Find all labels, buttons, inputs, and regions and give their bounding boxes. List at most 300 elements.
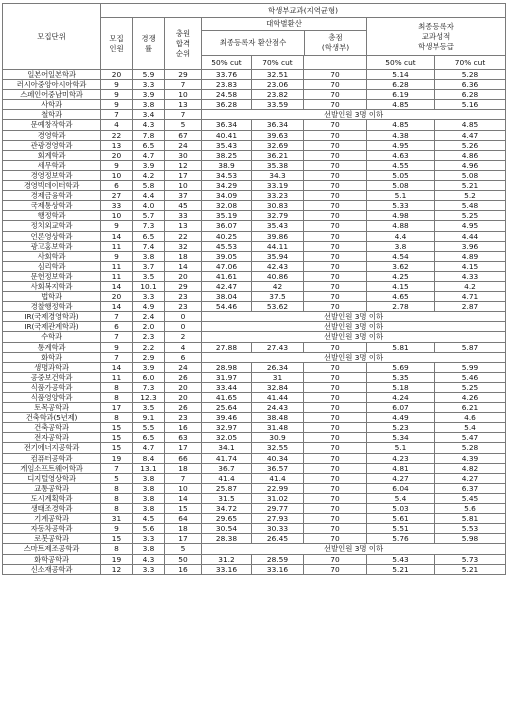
grade-cut70-cell: 5.98 xyxy=(435,534,506,544)
total-cell: 70 xyxy=(304,80,367,90)
quota-cell: 14 xyxy=(101,362,133,372)
converted-cut70-cell: 40.34 xyxy=(252,453,304,463)
grade-cut50-cell: 4.85 xyxy=(367,120,435,130)
supplementary-cell: 4 xyxy=(165,342,202,352)
converted-cut50-cell: 34.09 xyxy=(202,191,252,201)
grade-cut50-cell: 2.78 xyxy=(367,302,435,312)
competition-cell: 3.8 xyxy=(133,483,165,493)
table-row xyxy=(3,413,506,423)
converted-cut70-cell: 42 xyxy=(252,281,304,291)
competition-cell: 3.3 xyxy=(133,534,165,544)
header-group-title: 학생부교과(지역균형) xyxy=(101,4,506,18)
unit-name-cell: 경영학과 xyxy=(3,130,101,140)
quota-cell: 20 xyxy=(101,150,133,160)
converted-cut50-cell: 24.58 xyxy=(202,90,252,100)
table-row xyxy=(3,160,506,170)
header-total: 총점 (학생부) xyxy=(321,33,350,52)
unit-name-cell: 국제통상학과 xyxy=(3,201,101,211)
competition-cell: 4.7 xyxy=(133,443,165,453)
unit-name-cell: 관광경영학과 xyxy=(3,140,101,150)
unit-name-cell: 러시아중앙아시아학과 xyxy=(3,80,101,90)
converted-cut50-cell: 39.05 xyxy=(202,251,252,261)
table-header xyxy=(3,4,506,70)
supplementary-cell: 32 xyxy=(165,241,202,251)
total-cell: 70 xyxy=(304,241,367,251)
converted-cut50-cell: 33.76 xyxy=(202,70,252,80)
converted-cut50-cell: 38.04 xyxy=(202,292,252,302)
quota-cell: 9 xyxy=(101,90,133,100)
converted-cut50-cell: 38.9 xyxy=(202,160,252,170)
table-row xyxy=(3,433,506,443)
grade-cut70-cell: 5.87 xyxy=(435,342,506,352)
table-row xyxy=(3,514,506,524)
converted-cut50-cell: 36.7 xyxy=(202,463,252,473)
supplementary-cell: 10 xyxy=(165,181,202,191)
competition-cell: 3.8 xyxy=(133,251,165,261)
converted-cut70-cell: 41.44 xyxy=(252,393,304,403)
grade-cut50-cell: 4.54 xyxy=(367,251,435,261)
grade-cut50-cell: 5.08 xyxy=(367,181,435,191)
grade-cut50-cell: 5.18 xyxy=(367,382,435,392)
supplementary-cell: 66 xyxy=(165,453,202,463)
converted-cut50-cell: 28.38 xyxy=(202,534,252,544)
unit-name-cell: 세무학과 xyxy=(3,160,101,170)
quota-cell: 20 xyxy=(101,292,133,302)
total-cell: 70 xyxy=(304,524,367,534)
converted-cut70-cell: 31 xyxy=(252,372,304,382)
supplementary-cell: 22 xyxy=(165,231,202,241)
converted-cut50-cell: 31.2 xyxy=(202,554,252,564)
total-cell: 70 xyxy=(304,423,367,433)
grade-cut70-cell: 5.99 xyxy=(435,362,506,372)
unit-name-cell: 전자공학과 xyxy=(3,433,101,443)
unit-name-cell: 기계공학과 xyxy=(3,514,101,524)
converted-cut50-cell: 40.25 xyxy=(202,231,252,241)
unit-name-cell: 심리학과 xyxy=(3,261,101,271)
competition-cell: 5.8 xyxy=(133,181,165,191)
table-row xyxy=(3,393,506,403)
quota-cell: 7 xyxy=(101,312,133,322)
quota-cell: 17 xyxy=(101,403,133,413)
total-cell: 70 xyxy=(304,342,367,352)
unit-name-cell: 경영빅데이터학과 xyxy=(3,181,101,191)
converted-cut70-cell: 36.57 xyxy=(252,463,304,473)
table-row xyxy=(3,201,506,211)
header-conv-cut50: 50% cut xyxy=(202,56,252,70)
table-row xyxy=(3,241,506,251)
competition-cell: 4.5 xyxy=(133,514,165,524)
converted-cut70-cell: 33.59 xyxy=(252,100,304,110)
grade-cut70-cell: 4.71 xyxy=(435,292,506,302)
total-cell: 70 xyxy=(304,130,367,140)
supplementary-cell: 20 xyxy=(165,393,202,403)
competition-cell: 2.2 xyxy=(133,342,165,352)
table-body xyxy=(3,70,506,575)
converted-cut70-cell: 40.86 xyxy=(252,271,304,281)
grade-cut50-cell: 3.62 xyxy=(367,261,435,271)
unit-name-cell: 문헌정보학과 xyxy=(3,271,101,281)
total-cell: 70 xyxy=(304,463,367,473)
quota-cell: 11 xyxy=(101,271,133,281)
grade-cut50-cell: 6.04 xyxy=(367,483,435,493)
total-cell: 70 xyxy=(304,221,367,231)
converted-cut70-cell: 35.43 xyxy=(252,221,304,231)
table-row xyxy=(3,181,506,191)
converted-cut50-cell: 28.98 xyxy=(202,362,252,372)
note-cell: 선발인원 3명 이하 xyxy=(202,322,506,332)
supplementary-cell: 10 xyxy=(165,90,202,100)
grade-cut50-cell: 4.81 xyxy=(367,463,435,473)
total-cell: 70 xyxy=(304,90,367,100)
converted-cut50-cell: 41.65 xyxy=(202,393,252,403)
table-row xyxy=(3,211,506,221)
unit-name-cell: 화학과 xyxy=(3,352,101,362)
total-cell: 70 xyxy=(304,393,367,403)
total-cell: 70 xyxy=(304,150,367,160)
table-row xyxy=(3,231,506,241)
grade-cut50-cell: 4.25 xyxy=(367,271,435,281)
supplementary-cell: 67 xyxy=(165,130,202,140)
grade-cut70-cell: 5.26 xyxy=(435,140,506,150)
converted-cut70-cell: 44.11 xyxy=(252,241,304,251)
converted-cut70-cell: 41.4 xyxy=(252,473,304,483)
grade-cut70-cell: 2.87 xyxy=(435,302,506,312)
unit-name-cell: 사회복지학과 xyxy=(3,281,101,291)
table-row xyxy=(3,302,506,312)
total-cell: 70 xyxy=(304,70,367,80)
converted-cut70-cell: 53.62 xyxy=(252,302,304,312)
converted-cut50-cell: 47.06 xyxy=(202,261,252,271)
competition-cell: 6.0 xyxy=(133,372,165,382)
competition-cell: 4.7 xyxy=(133,150,165,160)
unit-name-cell: 게임소프트웨어학과 xyxy=(3,463,101,473)
competition-cell: 3.4 xyxy=(133,110,165,120)
unit-name-cell: 통계학과 xyxy=(3,342,101,352)
supplementary-cell: 2 xyxy=(165,332,202,342)
competition-cell: 7.3 xyxy=(133,221,165,231)
converted-cut50-cell: 36.28 xyxy=(202,100,252,110)
competition-cell: 4.2 xyxy=(133,170,165,180)
grade-cut70-cell: 5.28 xyxy=(435,70,506,80)
converted-cut50-cell: 31.5 xyxy=(202,493,252,503)
unit-name-cell: 문예창작학과 xyxy=(3,120,101,130)
converted-cut50-cell: 32.97 xyxy=(202,423,252,433)
competition-cell: 9.1 xyxy=(133,413,165,423)
grade-cut70-cell: 5.08 xyxy=(435,170,506,180)
unit-name-cell: 언론영상학과 xyxy=(3,231,101,241)
converted-cut50-cell: 34.53 xyxy=(202,170,252,180)
quota-cell: 27 xyxy=(101,191,133,201)
header-quota xyxy=(101,18,133,70)
total-cell: 70 xyxy=(304,473,367,483)
grade-cut50-cell: 6.28 xyxy=(367,80,435,90)
quota-cell: 9 xyxy=(101,80,133,90)
converted-cut70-cell: 24.43 xyxy=(252,403,304,413)
competition-cell: 2.0 xyxy=(133,322,165,332)
grade-cut70-cell: 4.89 xyxy=(435,251,506,261)
unit-name-cell: 사학과 xyxy=(3,100,101,110)
unit-name-cell: 경찰행정학과 xyxy=(3,302,101,312)
quota-cell: 6 xyxy=(101,181,133,191)
converted-cut70-cell: 38.48 xyxy=(252,413,304,423)
total-cell: 70 xyxy=(304,201,367,211)
converted-cut50-cell: 38.25 xyxy=(202,150,252,160)
grade-cut70-cell: 4.39 xyxy=(435,453,506,463)
grade-cut50-cell: 4.65 xyxy=(367,292,435,302)
total-cell: 70 xyxy=(304,504,367,514)
converted-cut50-cell: 42.47 xyxy=(202,281,252,291)
supplementary-cell: 33 xyxy=(165,211,202,221)
converted-cut50-cell: 36.07 xyxy=(202,221,252,231)
table-row xyxy=(3,312,506,322)
header-supplementary xyxy=(165,18,202,70)
total-cell: 70 xyxy=(304,564,367,574)
total-cell: 70 xyxy=(304,261,367,271)
converted-cut70-cell: 22.99 xyxy=(252,483,304,493)
note-cell: 선발인원 3명 이하 xyxy=(202,332,506,342)
quota-cell: 14 xyxy=(101,231,133,241)
converted-cut50-cell: 31.97 xyxy=(202,372,252,382)
converted-cut50-cell: 41.74 xyxy=(202,453,252,463)
grade-cut70-cell: 5.21 xyxy=(435,564,506,574)
competition-cell: 6.5 xyxy=(133,231,165,241)
grade-cut70-cell: 4.44 xyxy=(435,231,506,241)
grade-cut70-cell: 6.37 xyxy=(435,483,506,493)
unit-name-cell: 토목공학과 xyxy=(3,403,101,413)
unit-name-cell: 사회학과 xyxy=(3,251,101,261)
converted-cut50-cell: 40.41 xyxy=(202,130,252,140)
quota-cell: 13 xyxy=(101,140,133,150)
total-cell: 70 xyxy=(304,554,367,564)
competition-cell: 3.8 xyxy=(133,493,165,503)
supplementary-cell: 7 xyxy=(165,473,202,483)
table-row xyxy=(3,80,506,90)
grade-cut50-cell: 5.69 xyxy=(367,362,435,372)
competition-cell: 3.8 xyxy=(133,473,165,483)
header-grade-cut50: 50% cut xyxy=(367,56,435,70)
grade-cut70-cell: 4.82 xyxy=(435,463,506,473)
unit-name-cell: 로봇공학과 xyxy=(3,534,101,544)
grade-cut70-cell: 5.47 xyxy=(435,433,506,443)
converted-cut50-cell: 34.29 xyxy=(202,181,252,191)
quota-cell: 20 xyxy=(101,70,133,80)
header-grade-text: 최종등록자 교과성적 학생부등급 xyxy=(418,21,454,51)
total-cell: 70 xyxy=(304,372,367,382)
header-converted-score: 최종등록자 환산점수 xyxy=(202,31,305,55)
grade-cut70-cell: 5.25 xyxy=(435,382,506,392)
table-row xyxy=(3,271,506,281)
grade-cut50-cell: 4.98 xyxy=(367,211,435,221)
note-cell: 선발인원 3명 이하 xyxy=(202,312,506,322)
converted-cut70-cell: 31.48 xyxy=(252,423,304,433)
admission-results-table xyxy=(2,3,506,575)
grade-cut50-cell: 5.61 xyxy=(367,514,435,524)
competition-cell: 5.6 xyxy=(133,524,165,534)
supplementary-cell: 50 xyxy=(165,554,202,564)
quota-cell: 7 xyxy=(101,352,133,362)
unit-name-cell: 생명과학과 xyxy=(3,362,101,372)
converted-cut70-cell: 26.34 xyxy=(252,362,304,372)
converted-cut70-cell: 33.23 xyxy=(252,191,304,201)
competition-cell: 12.3 xyxy=(133,393,165,403)
quota-cell: 7 xyxy=(101,332,133,342)
total-cell: 70 xyxy=(304,140,367,150)
unit-name-cell: 스마트제조공학과 xyxy=(3,544,101,554)
competition-cell: 7.4 xyxy=(133,241,165,251)
quota-cell: 11 xyxy=(101,261,133,271)
converted-cut50-cell: 54.46 xyxy=(202,302,252,312)
header-total-blank xyxy=(304,56,367,70)
competition-cell: 3.3 xyxy=(133,80,165,90)
converted-cut50-cell: 32.08 xyxy=(202,201,252,211)
total-cell: 70 xyxy=(304,493,367,503)
unit-name-cell: 법학과 xyxy=(3,292,101,302)
unit-name-cell: 공중보건학과 xyxy=(3,372,101,382)
converted-cut70-cell: 34.3 xyxy=(252,170,304,180)
unit-name-cell: 정치외교학과 xyxy=(3,221,101,231)
table-row xyxy=(3,443,506,453)
note-cell: 선발인원 3명 이하 xyxy=(202,544,506,554)
header-converted-title: 대학별환산 xyxy=(202,18,366,31)
supplementary-cell: 12 xyxy=(165,160,202,170)
quota-cell: 9 xyxy=(101,342,133,352)
competition-cell: 4.9 xyxy=(133,302,165,312)
table-row xyxy=(3,332,506,342)
converted-cut70-cell: 27.43 xyxy=(252,342,304,352)
competition-cell: 3.9 xyxy=(133,90,165,100)
grade-cut50-cell: 5.05 xyxy=(367,170,435,180)
converted-cut50-cell: 33.44 xyxy=(202,382,252,392)
grade-cut70-cell: 4.85 xyxy=(435,120,506,130)
table-row xyxy=(3,544,506,554)
table-row xyxy=(3,140,506,150)
quota-cell: 6 xyxy=(101,322,133,332)
unit-name-cell: 식품영양학과 xyxy=(3,393,101,403)
quota-cell: 12 xyxy=(101,564,133,574)
quota-cell: 15 xyxy=(101,443,133,453)
header-conv-cut70: 70% cut xyxy=(252,56,304,70)
converted-cut50-cell: 23.83 xyxy=(202,80,252,90)
unit-name-cell: 일본어일본학과 xyxy=(3,70,101,80)
supplementary-cell: 7 xyxy=(165,110,202,120)
table-row xyxy=(3,292,506,302)
grade-cut70-cell: 4.26 xyxy=(435,393,506,403)
converted-cut50-cell: 32.05 xyxy=(202,433,252,443)
grade-cut50-cell: 4.63 xyxy=(367,150,435,160)
quota-cell: 9 xyxy=(101,524,133,534)
grade-cut50-cell: 4.4 xyxy=(367,231,435,241)
supplementary-cell: 17 xyxy=(165,443,202,453)
supplementary-cell: 7 xyxy=(165,80,202,90)
supplementary-cell: 5 xyxy=(165,544,202,554)
total-cell: 70 xyxy=(304,231,367,241)
table-row xyxy=(3,473,506,483)
grade-cut70-cell: 4.15 xyxy=(435,261,506,271)
header-converted-block xyxy=(202,18,367,56)
quota-cell: 4 xyxy=(101,120,133,130)
supplementary-cell: 23 xyxy=(165,292,202,302)
quota-cell: 8 xyxy=(101,393,133,403)
competition-cell: 5.9 xyxy=(133,70,165,80)
competition-cell: 4.0 xyxy=(133,201,165,211)
unit-name-cell: 회계학과 xyxy=(3,150,101,160)
total-cell: 70 xyxy=(304,181,367,191)
supplementary-cell: 14 xyxy=(165,493,202,503)
unit-name-cell: 도시계획학과 xyxy=(3,493,101,503)
competition-cell: 3.7 xyxy=(133,261,165,271)
table-row xyxy=(3,322,506,332)
grade-cut70-cell: 5.6 xyxy=(435,504,506,514)
unit-name-cell: 신소재공학과 xyxy=(3,564,101,574)
total-cell: 70 xyxy=(304,160,367,170)
total-cell: 70 xyxy=(304,100,367,110)
unit-name-cell: 경영정보학과 xyxy=(3,170,101,180)
grade-cut50-cell: 4.95 xyxy=(367,140,435,150)
competition-cell: 5.7 xyxy=(133,211,165,221)
supplementary-cell: 37 xyxy=(165,191,202,201)
converted-cut70-cell: 33.16 xyxy=(252,564,304,574)
table-row xyxy=(3,342,506,352)
converted-cut70-cell: 32.55 xyxy=(252,443,304,453)
total-cell: 70 xyxy=(304,453,367,463)
total-cell: 70 xyxy=(304,211,367,221)
grade-cut70-cell: 5.73 xyxy=(435,554,506,564)
table-row xyxy=(3,100,506,110)
supplementary-cell: 63 xyxy=(165,433,202,443)
total-cell: 70 xyxy=(304,292,367,302)
grade-cut70-cell: 4.33 xyxy=(435,271,506,281)
quota-cell: 15 xyxy=(101,534,133,544)
supplementary-cell: 20 xyxy=(165,271,202,281)
competition-cell: 2.4 xyxy=(133,312,165,322)
competition-cell: 10.1 xyxy=(133,281,165,291)
unit-name-cell: 컴퓨터공학과 xyxy=(3,453,101,463)
table-row xyxy=(3,524,506,534)
header-grade xyxy=(367,18,506,56)
converted-cut70-cell: 42.43 xyxy=(252,261,304,271)
converted-cut70-cell: 32.79 xyxy=(252,211,304,221)
competition-cell: 13.1 xyxy=(133,463,165,473)
grade-cut70-cell: 6.21 xyxy=(435,403,506,413)
supplementary-cell: 23 xyxy=(165,302,202,312)
quota-cell: 8 xyxy=(101,483,133,493)
total-cell: 70 xyxy=(304,362,367,372)
supplementary-cell: 18 xyxy=(165,251,202,261)
converted-cut50-cell: 41.4 xyxy=(202,473,252,483)
quota-cell: 33 xyxy=(101,201,133,211)
grade-cut50-cell: 5.4 xyxy=(367,493,435,503)
competition-cell: 3.3 xyxy=(133,292,165,302)
grade-cut50-cell: 5.03 xyxy=(367,504,435,514)
quota-cell: 8 xyxy=(101,493,133,503)
converted-cut70-cell: 39.63 xyxy=(252,130,304,140)
grade-cut50-cell: 5.21 xyxy=(367,564,435,574)
converted-cut50-cell: 34.1 xyxy=(202,443,252,453)
grade-cut50-cell: 4.23 xyxy=(367,453,435,463)
table-row xyxy=(3,221,506,231)
quota-cell: 9 xyxy=(101,251,133,261)
supplementary-cell: 29 xyxy=(165,281,202,291)
grade-cut50-cell: 4.49 xyxy=(367,413,435,423)
competition-cell: 7.8 xyxy=(133,130,165,140)
quota-cell: 7 xyxy=(101,463,133,473)
converted-cut70-cell: 28.59 xyxy=(252,554,304,564)
note-cell: 선발인원 3명 이하 xyxy=(202,352,506,362)
header-supplementary-text: 충원 합격 순위 xyxy=(175,28,191,58)
table-row xyxy=(3,463,506,473)
quota-cell: 15 xyxy=(101,423,133,433)
grade-cut50-cell: 5.35 xyxy=(367,372,435,382)
